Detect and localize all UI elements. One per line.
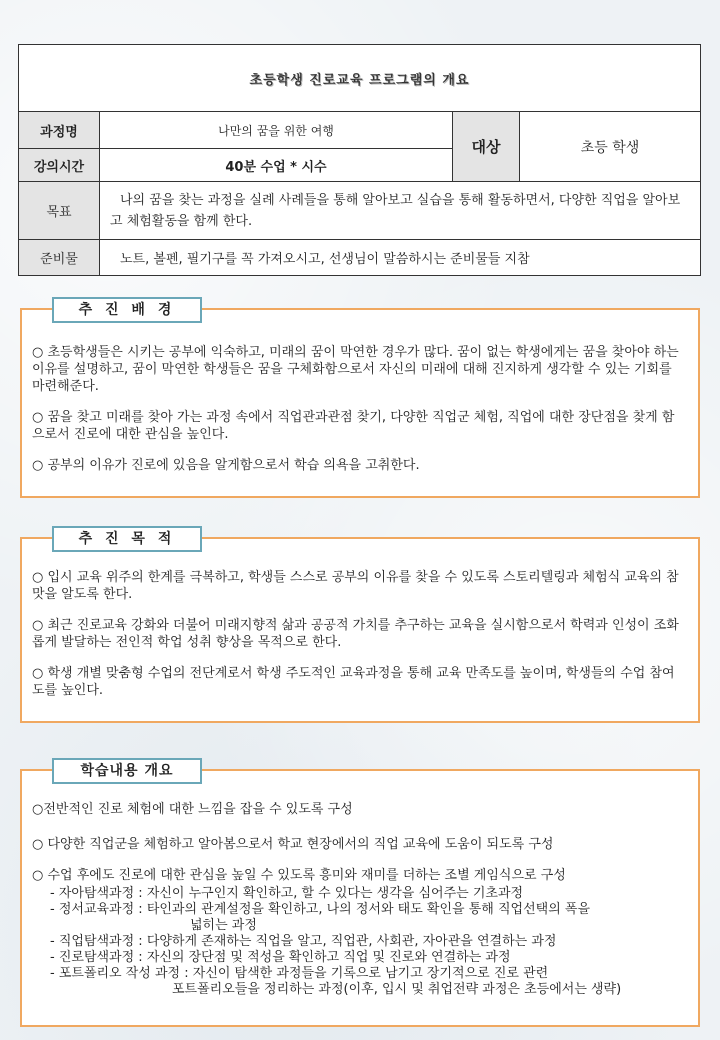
- sub-item: - 직업탐색과정 : 다양하게 존재하는 직업을 알고, 직업관, 사회관, 자아관을 연결하는 과정: [50, 934, 557, 949]
- goal-value: 나의 꿈을 찾는 과정을 실례 사례들을 통해 알아보고 실습을 통해 활동하면서, 다양한 직업을 알아보고 체험활동을 함께 한다.: [100, 182, 701, 240]
- goal-label: 목표: [19, 182, 100, 240]
- sub-item: - 진로탐색과정 : 자신의 장단점 및 적성을 확인하고 직업 및 진로와 연결하는 과정: [50, 950, 511, 965]
- background-item: ○ 꿈을 찾고 미래를 찾아 가는 과정 속에서 직업관과관점 찾기, 다양한 직업군 체험, 직업에 대한 장단점을 찾게 함으로서 진로에 대한 관심을 높인다.: [32, 410, 675, 442]
- time-value: 40분 수업 * 시수: [100, 149, 453, 182]
- sub-item: 포트폴리오들을 정리하는 과정(이후, 입시 및 취업전략 과정은 초등에서는 생략): [172, 982, 622, 997]
- time-label: 강의시간: [19, 149, 100, 182]
- sub-item: - 정서교육과정 : 타인과의 관계설정을 확인하고, 나의 정서와 태도 확인을 통해 직업선택의 폭을: [50, 902, 590, 917]
- purpose-item: ○ 최근 진로교육 강화와 더불어 미래지향적 삶과 공공적 가치를 추구하는 교육을 실시함으로서 학력과 인성이 조화롭게 발달하는 전인적 학업 성취 향상을 목적으로 한다.: [32, 618, 679, 650]
- purpose-label: 추 진 목 적: [52, 526, 202, 552]
- sub-item: - 포트폴리오 작성 과정 : 자신이 탐색한 과정들을 기록으로 남기고 장기적으로 진로 관련: [50, 966, 549, 981]
- purpose-section: [20, 531, 700, 723]
- target-value: 초등 학생: [520, 112, 701, 182]
- background-item: ○ 초등학생들은 시키는 공부에 익숙하고, 미래의 꿈이 막연한 경우가 많다. 꿈이 없는 학생에게는 꿈을 찾아야 하는 이유를 설명하고, 꿈이 막연한 학생들은 꿈을 구체화함으로서 자신의 미래에 대해 진지하게 생각할 수 있는 기회를 마련해준다.: [32, 345, 679, 394]
- overview-table: [18, 44, 701, 276]
- overview-label: 학습내용 개요: [52, 758, 202, 784]
- page-title: 초등학생 진로교육 프로그램의 개요: [19, 45, 701, 112]
- sub-item: 넓히는 과정: [190, 918, 257, 933]
- background-label: 추 진 배 경: [52, 297, 202, 323]
- background-section: [20, 302, 700, 498]
- overview-section: [20, 763, 700, 1027]
- sub-item: - 자아탐색과정 : 자신이 누구인지 확인하고, 할 수 있다는 생각을 심어주는 기초과정: [50, 886, 524, 901]
- purpose-item: ○ 입시 교육 위주의 한계를 극복하고, 학생들 스스로 공부의 이유를 찾을 수 있도록 스토리텔링과 체험식 교육의 참맛을 알도록 한다.: [32, 570, 679, 602]
- overview-item: ○전반적인 진로 체험에 대한 느낌을 잡을 수 있도록 구성: [32, 802, 353, 817]
- purpose-item: ○ 학생 개별 맞춤형 수업의 전단계로서 학생 주도적인 교육과정을 통해 교육 만족도를 높이며, 학생들의 수업 참여도를 높인다.: [32, 666, 675, 698]
- course-label: 과정명: [19, 112, 100, 149]
- overview-item: ○ 다양한 직업군을 체험하고 알아봄으로서 학교 현장에서의 직업 교육에 도움이 되도록 구성: [32, 837, 554, 852]
- course-value: 나만의 꿈을 위한 여행: [100, 112, 453, 149]
- background-item: ○ 공부의 이유가 진로에 있음을 알게함으로서 학습 의욕을 고취한다.: [32, 458, 420, 473]
- target-label: 대상: [453, 112, 520, 182]
- prep-value: 노트, 볼펜, 필기구를 꼭 가져오시고, 선생님이 말씀하시는 준비물들 지참: [100, 240, 701, 276]
- overview-item: ○ 수업 후에도 진로에 대한 관심을 높일 수 있도록 흥미와 재미를 더하는 조별 게임식으로 구성: [32, 868, 566, 883]
- prep-label: 준비물: [19, 240, 100, 276]
